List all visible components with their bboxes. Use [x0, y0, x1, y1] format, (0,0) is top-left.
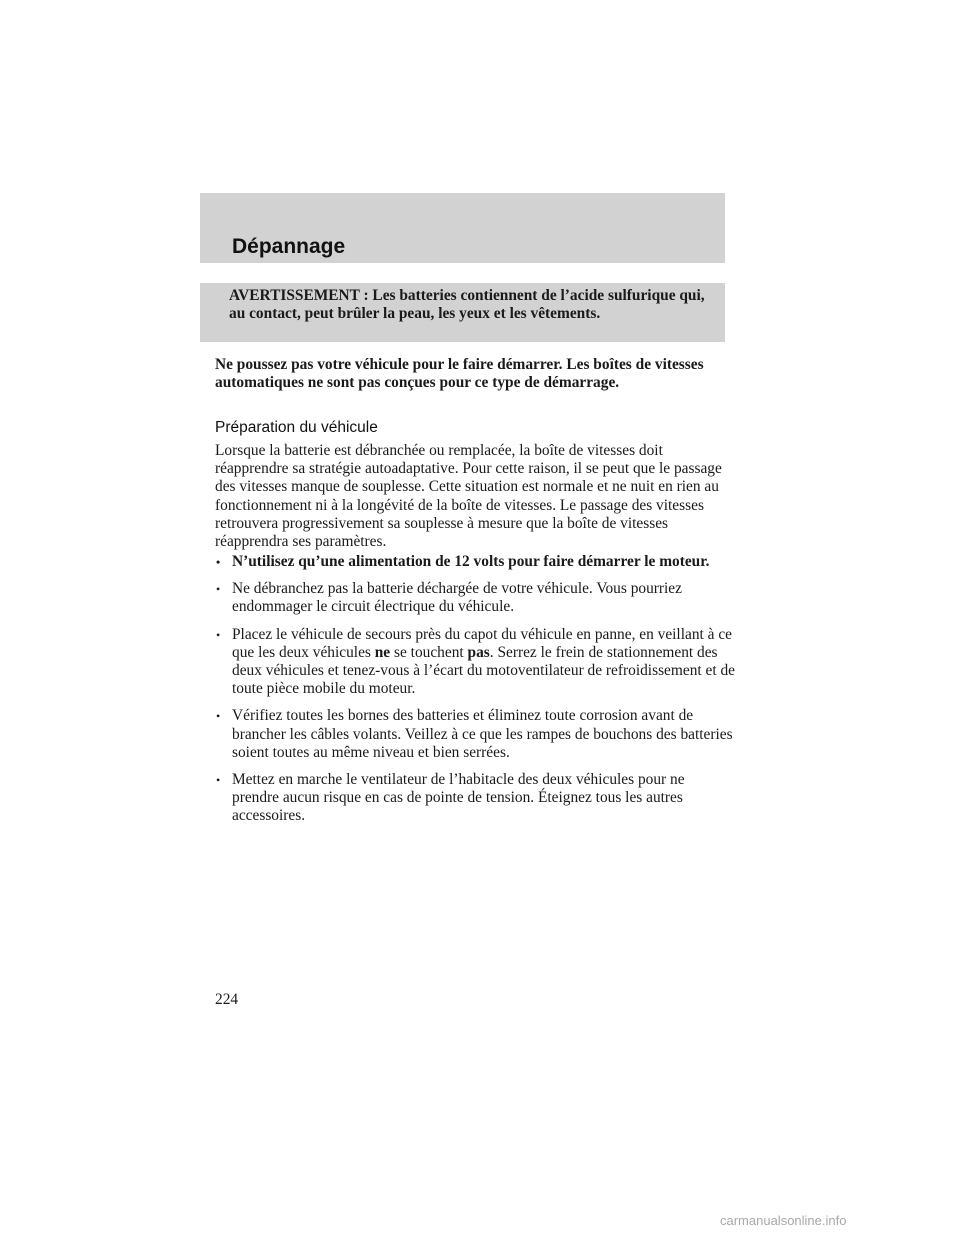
bullet-marker: • [216, 773, 221, 788]
bullet-marker: • [216, 709, 221, 724]
bullet-list [215, 553, 735, 835]
bullet-marker: • [216, 627, 221, 642]
list-item-text: Mettez en marche le ventilateur de l’habitacle des deux véhicules pour ne prendre aucun risque en cas de pointe de tension. Éteignez tous les autres accessoires. [232, 771, 685, 825]
page-number: 224 [215, 991, 239, 1008]
list-item-text: Ne débranchez pas la batterie déchargée de votre véhicule. Vous pourriez endommager le circuit électrique du véhicule. [232, 580, 682, 616]
list-item [215, 580, 735, 616]
list-item-text: Vérifiez toutes les bornes des batteries et éliminez toute corrosion avant de brancher les câbles volants. Veillez à ce que les rampes de bouchons des batteries soient toutes au même niveau et bien serrées. [232, 707, 733, 761]
list-item [215, 707, 735, 762]
list-item-text-part: . Serrez le frein de stationnement des deux véhicules et tenez-vous à l’écart du motoventilateur de refroidissement et de toute pièce mobile du moteur. [232, 643, 735, 698]
bullet-marker: • [216, 582, 221, 597]
list-item-text: N’utilisez qu’une alimentation de 12 volts pour faire démarrer le moteur. [232, 553, 710, 570]
warning-box [200, 283, 725, 342]
list-item [215, 771, 735, 826]
list-item [215, 626, 735, 699]
list-item [215, 553, 735, 571]
list-item-text [232, 626, 735, 698]
emphasis-pas: pas [467, 643, 490, 661]
list-item-text-part: se touchent [390, 643, 468, 661]
watermark: carmanualsonline.info [720, 1213, 847, 1228]
section-paragraph: Lorsque la batterie est débranchée ou remplacée, la boîte de vitesses doit réapprendre sa stratégie autoadaptative. Pour cette raison, il se peut que le passage des vitesses manque de souplesse. Cette situation est normale et ne nuit en rien au fonctionnement ni à la longévité de la boîte de vitesses. Le passage des vitesses retrouvera progressivement sa souplesse à mesure que la boîte de vitesses réapprendra ses paramètres. [215, 442, 722, 551]
section-header-bar [200, 193, 725, 263]
section-heading: Préparation du véhicule [215, 419, 378, 436]
bullet-marker: • [216, 555, 221, 569]
page-title: Dépannage [232, 235, 346, 258]
list-item-text-part: Placez le véhicule de secours près du capot du véhicule en panne, en veillant à ce que les deux véhicules [232, 625, 732, 661]
emphasis-ne: ne [374, 643, 391, 661]
warning-text: AVERTISSEMENT : Les batteries contiennent de l’acide sulfurique qui, au contact, peut brûler la peau, les yeux et les vêtements. [229, 287, 705, 322]
intro-bold-paragraph: Ne poussez pas votre véhicule pour le faire démarrer. Les boîtes de vitesses automatiques ne sont pas conçues pour ce type de démarrage. [215, 356, 704, 391]
